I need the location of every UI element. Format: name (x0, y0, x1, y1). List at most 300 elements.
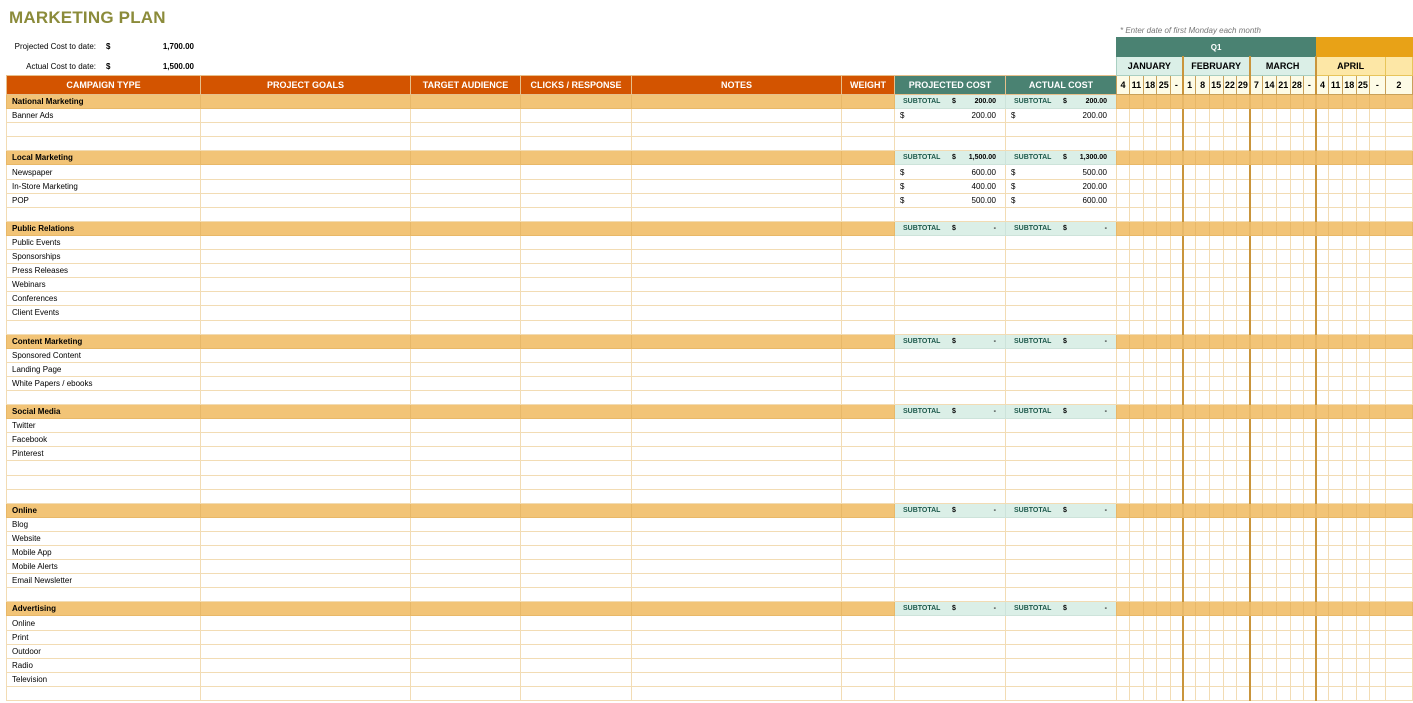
projected-cost-cell[interactable] (895, 292, 1006, 306)
calendar-cell[interactable] (1329, 644, 1343, 658)
campaign-type-cell[interactable]: Press Releases (7, 264, 201, 278)
calendar-cell[interactable] (1117, 658, 1130, 672)
calendar-cell[interactable] (1304, 376, 1316, 390)
calendar-cell[interactable] (1342, 292, 1356, 306)
calendar-cell[interactable] (1342, 235, 1356, 249)
calendar-cell[interactable] (1143, 419, 1157, 433)
calendar-cell[interactable] (1196, 362, 1209, 376)
calendar-cell[interactable] (1157, 433, 1171, 447)
calendar-cell[interactable] (1237, 546, 1250, 560)
calendar-cell[interactable] (1356, 95, 1370, 109)
notes-cell[interactable] (632, 475, 842, 489)
category-empty-cell[interactable] (842, 503, 895, 517)
calendar-cell[interactable] (1130, 193, 1144, 207)
calendar-cell[interactable] (1143, 630, 1157, 644)
calendar-cell[interactable] (1263, 278, 1277, 292)
calendar-cell[interactable] (1370, 193, 1385, 207)
target-audience-cell[interactable] (411, 588, 521, 602)
calendar-cell[interactable] (1356, 419, 1370, 433)
calendar-cell[interactable] (1209, 503, 1223, 517)
calendar-cell[interactable] (1276, 292, 1290, 306)
weight-cell[interactable] (842, 165, 895, 179)
calendar-cell[interactable] (1196, 250, 1209, 264)
calendar-cell[interactable] (1304, 250, 1316, 264)
calendar-cell[interactable] (1250, 489, 1263, 503)
projected-cost-cell[interactable] (895, 109, 1006, 123)
weight-cell[interactable] (842, 574, 895, 588)
calendar-cell[interactable] (1342, 588, 1356, 602)
calendar-cell[interactable] (1342, 320, 1356, 334)
calendar-cell[interactable] (1250, 616, 1263, 630)
calendar-cell[interactable] (1183, 616, 1196, 630)
calendar-cell[interactable] (1250, 137, 1263, 151)
notes-cell[interactable] (632, 362, 842, 376)
calendar-cell[interactable] (1370, 207, 1385, 221)
notes-cell[interactable] (632, 292, 842, 306)
calendar-cell[interactable] (1143, 348, 1157, 362)
calendar-cell[interactable] (1385, 151, 1412, 165)
project-goals-cell[interactable] (201, 447, 411, 461)
calendar-cell[interactable] (1143, 489, 1157, 503)
campaign-type-cell[interactable]: Mobile App (7, 546, 201, 560)
calendar-cell[interactable] (1342, 447, 1356, 461)
calendar-cell[interactable] (1196, 658, 1209, 672)
calendar-cell[interactable] (1290, 686, 1304, 700)
calendar-cell[interactable] (1237, 306, 1250, 320)
notes-cell[interactable] (632, 531, 842, 545)
calendar-cell[interactable] (1385, 546, 1412, 560)
calendar-cell[interactable] (1316, 165, 1329, 179)
calendar-cell[interactable] (1117, 602, 1130, 616)
calendar-cell[interactable] (1329, 475, 1343, 489)
calendar-cell[interactable] (1130, 362, 1144, 376)
campaign-type-cell[interactable]: Banner Ads (7, 109, 201, 123)
campaign-type-cell[interactable] (7, 461, 201, 475)
calendar-cell[interactable] (1209, 531, 1223, 545)
clicks-response-cell[interactable] (521, 461, 632, 475)
calendar-cell[interactable] (1117, 137, 1130, 151)
calendar-cell[interactable] (1370, 278, 1385, 292)
calendar-cell[interactable] (1130, 137, 1144, 151)
calendar-cell[interactable] (1223, 461, 1237, 475)
calendar-cell[interactable] (1370, 123, 1385, 137)
calendar-cell[interactable] (1263, 686, 1277, 700)
calendar-cell[interactable] (1171, 546, 1183, 560)
campaign-type-cell[interactable] (7, 475, 201, 489)
category-empty-cell[interactable] (521, 405, 632, 419)
actual-cost-cell[interactable] (1006, 461, 1117, 475)
calendar-cell[interactable] (1237, 405, 1250, 419)
calendar-cell[interactable] (1223, 433, 1237, 447)
calendar-cell[interactable] (1385, 123, 1412, 137)
weight-cell[interactable] (842, 475, 895, 489)
calendar-cell[interactable] (1250, 362, 1263, 376)
calendar-cell[interactable] (1250, 574, 1263, 588)
calendar-cell[interactable] (1157, 531, 1171, 545)
calendar-cell[interactable] (1263, 320, 1277, 334)
calendar-cell[interactable] (1143, 137, 1157, 151)
campaign-type-cell[interactable]: Pinterest (7, 447, 201, 461)
calendar-cell[interactable] (1157, 292, 1171, 306)
calendar-cell[interactable] (1316, 306, 1329, 320)
calendar-cell[interactable] (1370, 376, 1385, 390)
calendar-cell[interactable] (1263, 137, 1277, 151)
actual-cost-cell[interactable] (1006, 348, 1117, 362)
day-header[interactable]: 14 (1263, 76, 1277, 95)
calendar-cell[interactable] (1143, 560, 1157, 574)
calendar-cell[interactable] (1250, 235, 1263, 249)
calendar-cell[interactable] (1117, 672, 1130, 686)
project-goals-cell[interactable] (201, 616, 411, 630)
calendar-cell[interactable] (1356, 433, 1370, 447)
calendar-cell[interactable] (1329, 334, 1343, 348)
calendar-cell[interactable] (1316, 179, 1329, 193)
calendar-cell[interactable] (1196, 433, 1209, 447)
calendar-cell[interactable] (1370, 616, 1385, 630)
clicks-response-cell[interactable] (521, 362, 632, 376)
calendar-cell[interactable] (1157, 109, 1171, 123)
project-goals-cell[interactable] (201, 193, 411, 207)
calendar-cell[interactable] (1329, 588, 1343, 602)
notes-cell[interactable] (632, 390, 842, 404)
day-header[interactable]: 21 (1276, 76, 1290, 95)
calendar-cell[interactable] (1316, 320, 1329, 334)
projected-cost-cell[interactable] (895, 235, 1006, 249)
calendar-cell[interactable] (1196, 123, 1209, 137)
calendar-cell[interactable] (1276, 264, 1290, 278)
target-audience-cell[interactable] (411, 616, 521, 630)
calendar-cell[interactable] (1143, 179, 1157, 193)
weight-cell[interactable] (842, 672, 895, 686)
calendar-cell[interactable] (1209, 658, 1223, 672)
calendar-cell[interactable] (1356, 193, 1370, 207)
calendar-cell[interactable] (1130, 151, 1144, 165)
calendar-cell[interactable] (1117, 334, 1130, 348)
day-header[interactable]: 11 (1130, 76, 1144, 95)
calendar-cell[interactable] (1183, 602, 1196, 616)
day-header[interactable]: 25 (1356, 76, 1370, 95)
calendar-cell[interactable] (1370, 362, 1385, 376)
calendar-cell[interactable] (1356, 123, 1370, 137)
calendar-cell[interactable] (1157, 461, 1171, 475)
calendar-cell[interactable] (1356, 179, 1370, 193)
projected-cost-cell[interactable] (895, 531, 1006, 545)
calendar-cell[interactable] (1117, 95, 1130, 109)
calendar-cell[interactable] (1356, 137, 1370, 151)
notes-cell[interactable] (632, 461, 842, 475)
projected-subtotal[interactable] (895, 151, 1006, 165)
projected-cost-cell[interactable] (895, 672, 1006, 686)
calendar-cell[interactable] (1237, 376, 1250, 390)
calendar-cell[interactable] (1171, 419, 1183, 433)
projected-cost-cell[interactable] (895, 574, 1006, 588)
calendar-cell[interactable] (1183, 165, 1196, 179)
calendar-cell[interactable] (1130, 658, 1144, 672)
calendar-cell[interactable] (1117, 531, 1130, 545)
calendar-cell[interactable] (1370, 320, 1385, 334)
project-goals-cell[interactable] (201, 390, 411, 404)
calendar-cell[interactable] (1183, 151, 1196, 165)
calendar-cell[interactable] (1370, 250, 1385, 264)
calendar-cell[interactable] (1250, 517, 1263, 531)
calendar-cell[interactable] (1143, 95, 1157, 109)
calendar-cell[interactable] (1263, 588, 1277, 602)
calendar-cell[interactable] (1342, 602, 1356, 616)
calendar-cell[interactable] (1237, 419, 1250, 433)
calendar-cell[interactable] (1157, 250, 1171, 264)
calendar-cell[interactable] (1143, 447, 1157, 461)
calendar-cell[interactable] (1130, 546, 1144, 560)
category-empty-cell[interactable] (842, 334, 895, 348)
calendar-cell[interactable] (1304, 151, 1316, 165)
calendar-cell[interactable] (1157, 672, 1171, 686)
calendar-cell[interactable] (1130, 447, 1144, 461)
calendar-cell[interactable] (1183, 306, 1196, 320)
category-empty-cell[interactable] (632, 151, 842, 165)
campaign-type-cell[interactable]: Mobile Alerts (7, 560, 201, 574)
calendar-cell[interactable] (1329, 221, 1343, 235)
calendar-cell[interactable] (1290, 292, 1304, 306)
projected-cost-cell[interactable] (895, 123, 1006, 137)
calendar-cell[interactable] (1130, 517, 1144, 531)
calendar-cell[interactable] (1385, 390, 1412, 404)
calendar-cell[interactable] (1130, 250, 1144, 264)
calendar-cell[interactable] (1223, 376, 1237, 390)
projected-subtotal[interactable] (895, 221, 1006, 235)
projected-cost-cell[interactable] (895, 630, 1006, 644)
target-audience-cell[interactable] (411, 306, 521, 320)
calendar-cell[interactable] (1370, 546, 1385, 560)
campaign-type-cell[interactable]: Webinars (7, 278, 201, 292)
project-goals-cell[interactable] (201, 137, 411, 151)
calendar-cell[interactable] (1263, 630, 1277, 644)
category-empty-cell[interactable] (411, 602, 521, 616)
calendar-cell[interactable] (1356, 658, 1370, 672)
calendar-cell[interactable] (1209, 489, 1223, 503)
campaign-type-cell[interactable]: Email Newsletter (7, 574, 201, 588)
calendar-cell[interactable] (1385, 686, 1412, 700)
calendar-cell[interactable] (1117, 503, 1130, 517)
calendar-cell[interactable] (1329, 517, 1343, 531)
calendar-cell[interactable] (1237, 602, 1250, 616)
calendar-cell[interactable] (1250, 588, 1263, 602)
calendar-cell[interactable] (1385, 517, 1412, 531)
project-goals-cell[interactable] (201, 489, 411, 503)
category-empty-cell[interactable] (521, 151, 632, 165)
calendar-cell[interactable] (1223, 686, 1237, 700)
calendar-cell[interactable] (1157, 362, 1171, 376)
project-goals-cell[interactable] (201, 165, 411, 179)
calendar-cell[interactable] (1143, 123, 1157, 137)
calendar-cell[interactable] (1223, 137, 1237, 151)
actual-subtotal[interactable] (1006, 95, 1117, 109)
calendar-cell[interactable] (1276, 95, 1290, 109)
weight-cell[interactable] (842, 419, 895, 433)
clicks-response-cell[interactable] (521, 546, 632, 560)
calendar-cell[interactable] (1130, 306, 1144, 320)
campaign-type-cell[interactable] (7, 390, 201, 404)
calendar-cell[interactable] (1263, 602, 1277, 616)
calendar-cell[interactable] (1157, 574, 1171, 588)
calendar-cell[interactable] (1130, 376, 1144, 390)
notes-cell[interactable] (632, 574, 842, 588)
target-audience-cell[interactable] (411, 574, 521, 588)
calendar-cell[interactable] (1263, 193, 1277, 207)
calendar-cell[interactable] (1171, 517, 1183, 531)
clicks-response-cell[interactable] (521, 489, 632, 503)
calendar-cell[interactable] (1171, 348, 1183, 362)
calendar-cell[interactable] (1356, 376, 1370, 390)
calendar-cell[interactable] (1250, 278, 1263, 292)
calendar-cell[interactable] (1304, 362, 1316, 376)
calendar-cell[interactable] (1263, 503, 1277, 517)
project-goals-cell[interactable] (201, 546, 411, 560)
calendar-cell[interactable] (1342, 250, 1356, 264)
calendar-cell[interactable] (1263, 447, 1277, 461)
calendar-cell[interactable] (1290, 461, 1304, 475)
calendar-cell[interactable] (1130, 264, 1144, 278)
calendar-cell[interactable] (1237, 489, 1250, 503)
calendar-cell[interactable] (1304, 334, 1316, 348)
calendar-cell[interactable] (1329, 531, 1343, 545)
calendar-cell[interactable] (1196, 137, 1209, 151)
target-audience-cell[interactable] (411, 207, 521, 221)
notes-cell[interactable] (632, 193, 842, 207)
actual-cost-cell[interactable] (1006, 390, 1117, 404)
weight-cell[interactable] (842, 531, 895, 545)
clicks-response-cell[interactable] (521, 292, 632, 306)
calendar-cell[interactable] (1329, 672, 1343, 686)
calendar-cell[interactable] (1143, 686, 1157, 700)
calendar-cell[interactable] (1171, 207, 1183, 221)
clicks-response-cell[interactable] (521, 376, 632, 390)
notes-cell[interactable] (632, 207, 842, 221)
calendar-cell[interactable] (1223, 207, 1237, 221)
calendar-cell[interactable] (1304, 221, 1316, 235)
category-empty-cell[interactable] (411, 503, 521, 517)
calendar-cell[interactable] (1171, 165, 1183, 179)
notes-cell[interactable] (632, 447, 842, 461)
calendar-cell[interactable] (1316, 95, 1329, 109)
calendar-cell[interactable] (1209, 602, 1223, 616)
calendar-cell[interactable] (1316, 235, 1329, 249)
calendar-cell[interactable] (1209, 306, 1223, 320)
calendar-cell[interactable] (1304, 165, 1316, 179)
calendar-cell[interactable] (1276, 503, 1290, 517)
category-empty-cell[interactable] (521, 334, 632, 348)
category-empty-cell[interactable] (521, 95, 632, 109)
calendar-cell[interactable] (1342, 644, 1356, 658)
calendar-cell[interactable] (1183, 574, 1196, 588)
calendar-cell[interactable] (1263, 419, 1277, 433)
actual-cost-cell[interactable] (1006, 588, 1117, 602)
calendar-cell[interactable] (1171, 334, 1183, 348)
calendar-cell[interactable] (1157, 137, 1171, 151)
calendar-cell[interactable] (1130, 165, 1144, 179)
calendar-cell[interactable] (1290, 560, 1304, 574)
calendar-cell[interactable] (1316, 207, 1329, 221)
calendar-cell[interactable] (1370, 531, 1385, 545)
calendar-cell[interactable] (1385, 179, 1412, 193)
calendar-cell[interactable] (1157, 151, 1171, 165)
calendar-cell[interactable] (1342, 376, 1356, 390)
calendar-cell[interactable] (1329, 461, 1343, 475)
calendar-cell[interactable] (1329, 306, 1343, 320)
actual-cost-cell[interactable] (1006, 517, 1117, 531)
calendar-cell[interactable] (1370, 419, 1385, 433)
calendar-cell[interactable] (1157, 658, 1171, 672)
calendar-cell[interactable] (1183, 362, 1196, 376)
target-audience-cell[interactable] (411, 376, 521, 390)
notes-cell[interactable] (632, 278, 842, 292)
calendar-cell[interactable] (1276, 531, 1290, 545)
calendar-cell[interactable] (1276, 109, 1290, 123)
calendar-cell[interactable] (1209, 320, 1223, 334)
actual-cost-cell[interactable] (1006, 644, 1117, 658)
actual-subtotal[interactable] (1006, 602, 1117, 616)
calendar-cell[interactable] (1304, 461, 1316, 475)
calendar-cell[interactable] (1143, 221, 1157, 235)
calendar-cell[interactable] (1130, 433, 1144, 447)
calendar-cell[interactable] (1276, 151, 1290, 165)
category-empty-cell[interactable] (201, 95, 411, 109)
calendar-cell[interactable] (1223, 390, 1237, 404)
calendar-cell[interactable] (1171, 447, 1183, 461)
calendar-cell[interactable] (1250, 109, 1263, 123)
calendar-cell[interactable] (1342, 151, 1356, 165)
category-name[interactable]: Local Marketing (7, 151, 201, 165)
calendar-cell[interactable] (1316, 109, 1329, 123)
calendar-cell[interactable] (1290, 672, 1304, 686)
project-goals-cell[interactable] (201, 419, 411, 433)
calendar-cell[interactable] (1117, 560, 1130, 574)
projected-cost-cell[interactable] (895, 264, 1006, 278)
calendar-cell[interactable] (1171, 123, 1183, 137)
calendar-cell[interactable] (1157, 686, 1171, 700)
calendar-cell[interactable] (1370, 235, 1385, 249)
notes-cell[interactable] (632, 109, 842, 123)
project-goals-cell[interactable] (201, 348, 411, 362)
calendar-cell[interactable] (1316, 362, 1329, 376)
calendar-cell[interactable] (1342, 165, 1356, 179)
calendar-cell[interactable] (1183, 503, 1196, 517)
project-goals-cell[interactable] (201, 630, 411, 644)
target-audience-cell[interactable] (411, 193, 521, 207)
category-empty-cell[interactable] (201, 602, 411, 616)
calendar-cell[interactable] (1370, 264, 1385, 278)
project-goals-cell[interactable] (201, 686, 411, 700)
notes-cell[interactable] (632, 306, 842, 320)
target-audience-cell[interactable] (411, 489, 521, 503)
calendar-cell[interactable] (1117, 447, 1130, 461)
calendar-cell[interactable] (1117, 306, 1130, 320)
calendar-cell[interactable] (1196, 221, 1209, 235)
actual-cost-cell[interactable] (1006, 193, 1117, 207)
target-audience-cell[interactable] (411, 419, 521, 433)
calendar-cell[interactable] (1385, 574, 1412, 588)
calendar-cell[interactable] (1316, 405, 1329, 419)
calendar-cell[interactable] (1304, 292, 1316, 306)
campaign-type-cell[interactable]: Newspaper (7, 165, 201, 179)
calendar-cell[interactable] (1304, 588, 1316, 602)
calendar-cell[interactable] (1342, 264, 1356, 278)
calendar-cell[interactable] (1263, 560, 1277, 574)
calendar-cell[interactable] (1385, 602, 1412, 616)
calendar-cell[interactable] (1209, 616, 1223, 630)
calendar-cell[interactable] (1183, 419, 1196, 433)
projected-cost-cell[interactable] (895, 588, 1006, 602)
calendar-cell[interactable] (1304, 658, 1316, 672)
